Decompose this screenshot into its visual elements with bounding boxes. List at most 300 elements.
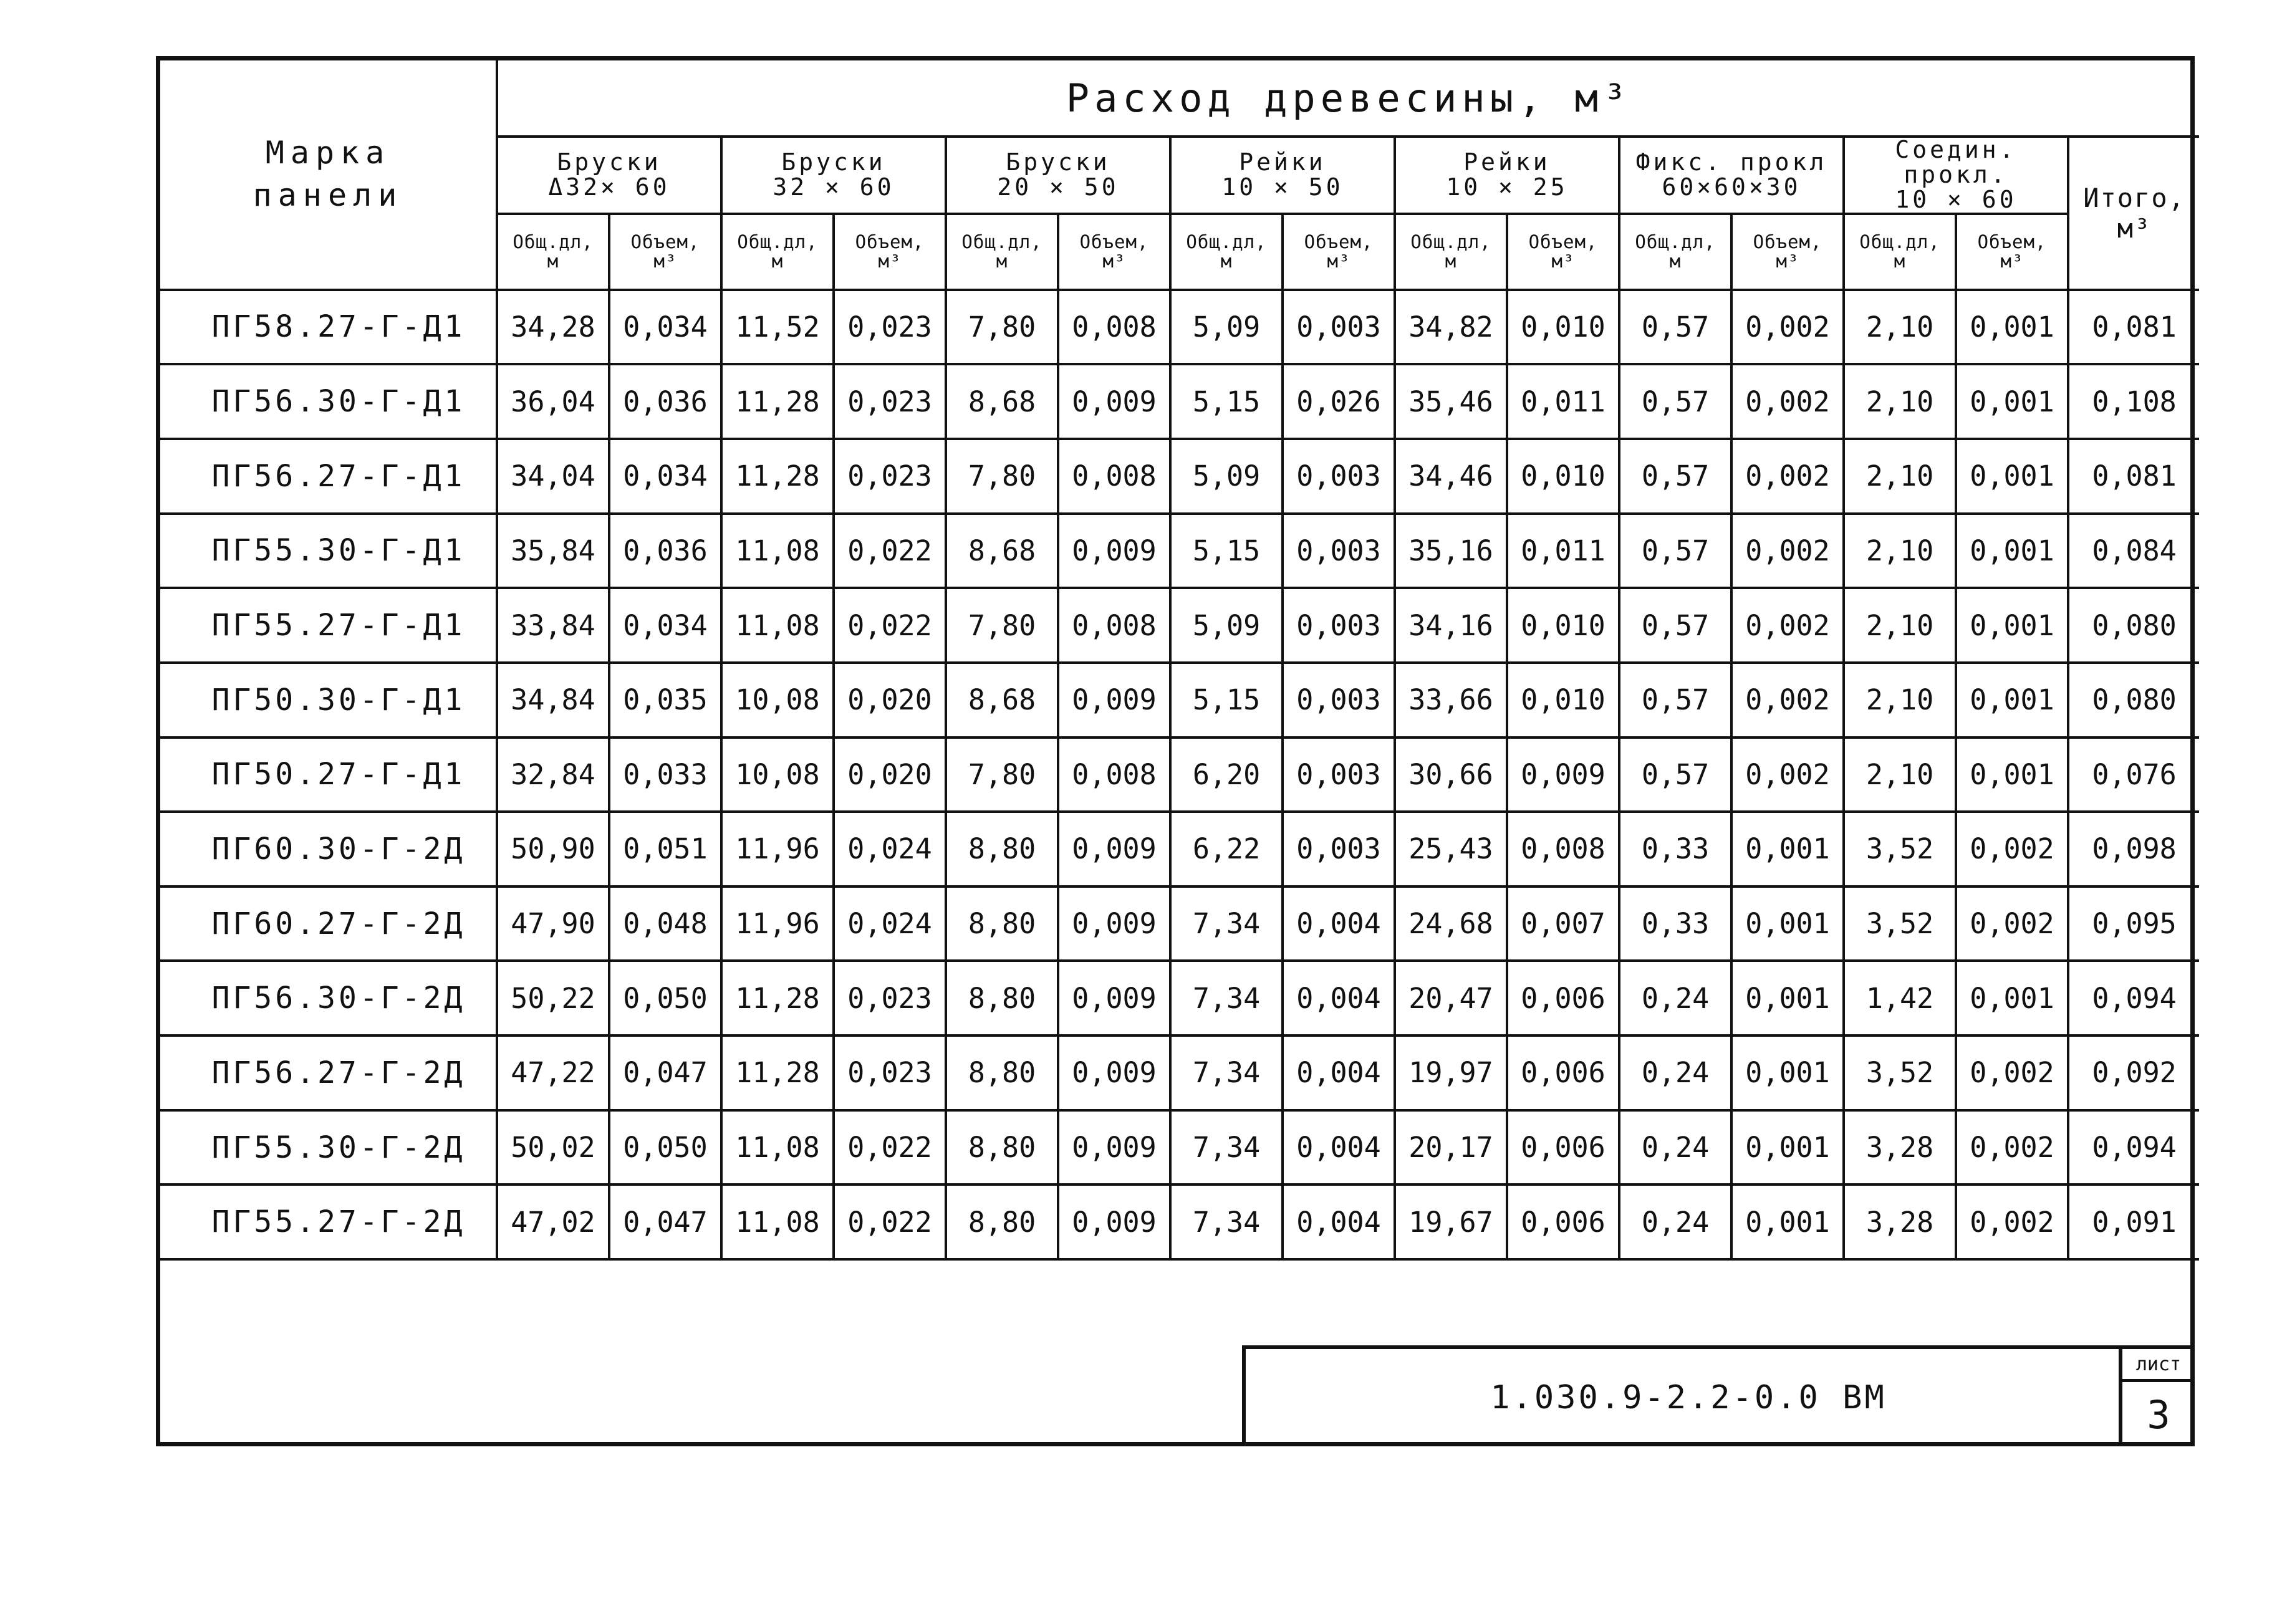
length-cell: 36,04 bbox=[497, 364, 609, 439]
length-cell: 7,80 bbox=[946, 738, 1058, 812]
volume-subheader-text: м³ bbox=[878, 250, 902, 272]
volume-subheader-text: Объем, bbox=[1079, 231, 1149, 253]
material-group-name: Рейки bbox=[1239, 148, 1326, 176]
length-subheader-text: м bbox=[1669, 250, 1682, 272]
volume-cell: 0,001 bbox=[1956, 514, 2068, 589]
volume-cell: 0,011 bbox=[1507, 514, 1619, 589]
length-cell: 8,80 bbox=[946, 1035, 1058, 1110]
length-cell: 5,15 bbox=[1170, 514, 1283, 589]
wood-consumption-table bbox=[160, 60, 2199, 1261]
volume-subheader-text: Объем, bbox=[630, 231, 700, 253]
volume-cell: 0,050 bbox=[609, 1110, 721, 1185]
table-row bbox=[160, 1184, 2199, 1259]
volume-cell: 0,009 bbox=[1058, 1184, 1170, 1259]
material-group-name: Соедин. прокл. bbox=[1895, 137, 2017, 188]
length-subheader-text: Общ.дл, bbox=[1186, 231, 1267, 253]
panel-mark-cell: ПГ60.30-Г-2Д bbox=[160, 812, 497, 886]
length-cell: 11,96 bbox=[721, 812, 834, 886]
panel-mark-cell: ПГ56.27-Г-2Д bbox=[160, 1035, 497, 1110]
panel-mark-cell: ПГ56.30-Г-2Д bbox=[160, 961, 497, 1035]
volume-cell: 0,024 bbox=[834, 886, 946, 961]
volume-cell: 0,022 bbox=[834, 1110, 946, 1185]
length-cell: 7,34 bbox=[1170, 886, 1283, 961]
volume-cell: 0,009 bbox=[1058, 1035, 1170, 1110]
length-cell: 5,09 bbox=[1170, 439, 1283, 514]
length-cell: 2,10 bbox=[1844, 663, 1956, 738]
volume-cell: 0,002 bbox=[1731, 738, 1844, 812]
volume-cell: 0,001 bbox=[1731, 886, 1844, 961]
length-cell: 5,09 bbox=[1170, 588, 1283, 663]
total-cell: 0,081 bbox=[2068, 439, 2199, 514]
length-cell: 35,84 bbox=[497, 514, 609, 589]
length-cell: 10,08 bbox=[721, 663, 834, 738]
volume-subheader bbox=[1507, 214, 1619, 290]
length-cell: 3,28 bbox=[1844, 1110, 1956, 1185]
length-cell: 0,57 bbox=[1619, 439, 1731, 514]
panel-mark-cell: ПГ60.27-Г-2Д bbox=[160, 886, 497, 961]
length-cell: 7,34 bbox=[1170, 961, 1283, 1035]
length-cell: 2,10 bbox=[1844, 514, 1956, 589]
volume-cell: 0,002 bbox=[1731, 439, 1844, 514]
length-cell: 11,52 bbox=[721, 290, 834, 365]
volume-cell: 0,003 bbox=[1283, 812, 1395, 886]
volume-subheader bbox=[834, 214, 946, 290]
length-subheader-text: м bbox=[1894, 250, 1906, 272]
material-group-header bbox=[1395, 137, 1619, 214]
volume-cell: 0,009 bbox=[1058, 812, 1170, 886]
panel-mark-cell: ПГ55.30-Г-2Д bbox=[160, 1110, 497, 1185]
volume-cell: 0,010 bbox=[1507, 663, 1619, 738]
length-cell: 20,47 bbox=[1395, 961, 1507, 1035]
length-cell: 5,15 bbox=[1170, 663, 1283, 738]
total-cell: 0,080 bbox=[2068, 588, 2199, 663]
material-group-size: 32 × 60 bbox=[773, 173, 895, 201]
volume-cell: 0,047 bbox=[609, 1184, 721, 1259]
panel-mark-header-line2: панели bbox=[253, 176, 403, 213]
length-cell: 0,24 bbox=[1619, 961, 1731, 1035]
volume-cell: 0,009 bbox=[1058, 1110, 1170, 1185]
table-row bbox=[160, 812, 2199, 886]
material-group-size: 10 × 50 bbox=[1221, 173, 1344, 201]
table-row bbox=[160, 1035, 2199, 1110]
volume-cell: 0,004 bbox=[1283, 1184, 1395, 1259]
volume-cell: 0,002 bbox=[1956, 886, 2068, 961]
length-cell: 5,09 bbox=[1170, 290, 1283, 365]
length-cell: 34,28 bbox=[497, 290, 609, 365]
volume-cell: 0,001 bbox=[1731, 1110, 1844, 1185]
volume-cell: 0,006 bbox=[1507, 1184, 1619, 1259]
table-row bbox=[160, 290, 2199, 365]
volume-subheader-text: Объем, bbox=[1528, 231, 1598, 253]
volume-subheader-text: Объем, bbox=[1753, 231, 1822, 253]
length-cell: 7,80 bbox=[946, 439, 1058, 514]
volume-cell: 0,009 bbox=[1507, 738, 1619, 812]
length-cell: 32,84 bbox=[497, 738, 609, 812]
volume-cell: 0,034 bbox=[609, 290, 721, 365]
length-cell: 30,66 bbox=[1395, 738, 1507, 812]
volume-subheader-text: м³ bbox=[1551, 250, 1575, 272]
total-cell: 0,076 bbox=[2068, 738, 2199, 812]
length-cell: 0,33 bbox=[1619, 886, 1731, 961]
length-cell: 33,66 bbox=[1395, 663, 1507, 738]
length-cell: 35,16 bbox=[1395, 514, 1507, 589]
total-cell: 0,108 bbox=[2068, 364, 2199, 439]
length-subheader-text: Общ.дл, bbox=[1410, 231, 1491, 253]
material-group-size: 10 × 25 bbox=[1446, 173, 1568, 201]
length-cell: 50,22 bbox=[497, 961, 609, 1035]
volume-cell: 0,003 bbox=[1283, 588, 1395, 663]
material-group-header bbox=[1170, 137, 1395, 214]
length-cell: 1,42 bbox=[1844, 961, 1956, 1035]
length-cell: 0,24 bbox=[1619, 1110, 1731, 1185]
volume-cell: 0,004 bbox=[1283, 1035, 1395, 1110]
volume-subheader-text: м³ bbox=[653, 250, 677, 272]
volume-cell: 0,050 bbox=[609, 961, 721, 1035]
volume-cell: 0,001 bbox=[1731, 961, 1844, 1035]
total-cell: 0,095 bbox=[2068, 886, 2199, 961]
volume-cell: 0,022 bbox=[834, 514, 946, 589]
length-subheader-text: м bbox=[1445, 250, 1457, 272]
table-row bbox=[160, 514, 2199, 589]
volume-cell: 0,004 bbox=[1283, 961, 1395, 1035]
length-subheader-text: м bbox=[547, 250, 559, 272]
material-group-name: Бруски bbox=[1006, 148, 1110, 176]
volume-cell: 0,002 bbox=[1731, 364, 1844, 439]
volume-cell: 0,001 bbox=[1956, 961, 2068, 1035]
volume-cell: 0,001 bbox=[1956, 663, 2068, 738]
volume-cell: 0,008 bbox=[1058, 439, 1170, 514]
volume-cell: 0,047 bbox=[609, 1035, 721, 1110]
sheet-box bbox=[2119, 1349, 2195, 1446]
length-cell: 0,57 bbox=[1619, 290, 1731, 365]
table-row bbox=[160, 961, 2199, 1035]
length-cell: 0,57 bbox=[1619, 514, 1731, 589]
panel-mark-cell: ПГ55.27-Г-2Д bbox=[160, 1184, 497, 1259]
panel-mark-header bbox=[160, 60, 497, 290]
volume-cell: 0,009 bbox=[1058, 514, 1170, 589]
document-code: 1.030.9-2.2-0.0 ВМ bbox=[1490, 1379, 1887, 1416]
length-subheader bbox=[1844, 214, 1956, 290]
length-cell: 7,80 bbox=[946, 588, 1058, 663]
length-cell: 11,28 bbox=[721, 1035, 834, 1110]
volume-cell: 0,001 bbox=[1956, 738, 2068, 812]
length-cell: 11,08 bbox=[721, 1184, 834, 1259]
volume-subheader bbox=[609, 214, 721, 290]
table-body bbox=[160, 290, 2199, 1259]
total-header-text: м³ bbox=[2117, 213, 2152, 244]
volume-cell: 0,048 bbox=[609, 886, 721, 961]
length-cell: 50,02 bbox=[497, 1110, 609, 1185]
volume-subheader bbox=[1956, 214, 2068, 290]
total-cell: 0,080 bbox=[2068, 663, 2199, 738]
length-cell: 50,90 bbox=[497, 812, 609, 886]
length-cell: 7,34 bbox=[1170, 1110, 1283, 1185]
volume-subheader-text: м³ bbox=[1776, 250, 1799, 272]
table-row bbox=[160, 886, 2199, 961]
drawing-frame bbox=[156, 56, 2195, 1446]
volume-cell: 0,022 bbox=[834, 588, 946, 663]
volume-cell: 0,033 bbox=[609, 738, 721, 812]
length-cell: 7,34 bbox=[1170, 1035, 1283, 1110]
length-subheader bbox=[497, 214, 609, 290]
volume-cell: 0,006 bbox=[1507, 1035, 1619, 1110]
material-group-size: Δ32× 60 bbox=[548, 173, 670, 201]
volume-cell: 0,023 bbox=[834, 1035, 946, 1110]
length-subheader bbox=[1619, 214, 1731, 290]
length-cell: 2,10 bbox=[1844, 290, 1956, 365]
volume-cell: 0,008 bbox=[1058, 290, 1170, 365]
length-cell: 34,04 bbox=[497, 439, 609, 514]
length-subheader bbox=[1170, 214, 1283, 290]
volume-cell: 0,003 bbox=[1283, 663, 1395, 738]
title-block-stamp bbox=[1242, 1345, 2195, 1446]
total-cell: 0,094 bbox=[2068, 961, 2199, 1035]
volume-cell: 0,010 bbox=[1507, 439, 1619, 514]
volume-cell: 0,002 bbox=[1731, 290, 1844, 365]
volume-cell: 0,008 bbox=[1058, 588, 1170, 663]
volume-cell: 0,023 bbox=[834, 290, 946, 365]
volume-cell: 0,003 bbox=[1283, 439, 1395, 514]
length-subheader-text: Общ.дл, bbox=[961, 231, 1042, 253]
length-cell: 11,28 bbox=[721, 439, 834, 514]
volume-cell: 0,023 bbox=[834, 961, 946, 1035]
volume-cell: 0,034 bbox=[609, 439, 721, 514]
length-cell: 47,02 bbox=[497, 1184, 609, 1259]
length-cell: 3,52 bbox=[1844, 1035, 1956, 1110]
volume-cell: 0,008 bbox=[1507, 812, 1619, 886]
material-group-size: 20 × 50 bbox=[997, 173, 1119, 201]
length-cell: 11,08 bbox=[721, 1110, 834, 1185]
length-cell: 3,28 bbox=[1844, 1184, 1956, 1259]
length-cell: 24,68 bbox=[1395, 886, 1507, 961]
length-cell: 34,82 bbox=[1395, 290, 1507, 365]
length-cell: 8,80 bbox=[946, 1110, 1058, 1185]
length-cell: 11,08 bbox=[721, 588, 834, 663]
length-cell: 6,22 bbox=[1170, 812, 1283, 886]
length-cell: 0,24 bbox=[1619, 1184, 1731, 1259]
material-group-name: Рейки bbox=[1463, 148, 1551, 176]
length-cell: 2,10 bbox=[1844, 364, 1956, 439]
length-cell: 11,28 bbox=[721, 961, 834, 1035]
length-cell: 0,24 bbox=[1619, 1035, 1731, 1110]
volume-cell: 0,020 bbox=[834, 663, 946, 738]
volume-subheader bbox=[1731, 214, 1844, 290]
volume-cell: 0,002 bbox=[1956, 812, 2068, 886]
length-cell: 34,16 bbox=[1395, 588, 1507, 663]
volume-subheader-text: Объем, bbox=[1977, 231, 2047, 253]
volume-cell: 0,001 bbox=[1956, 439, 2068, 514]
length-subheader-text: м bbox=[1220, 250, 1233, 272]
length-cell: 6,20 bbox=[1170, 738, 1283, 812]
panel-mark-cell: ПГ55.30-Г-Д1 bbox=[160, 514, 497, 589]
volume-cell: 0,026 bbox=[1283, 364, 1395, 439]
material-group-header bbox=[497, 137, 721, 214]
volume-cell: 0,001 bbox=[1731, 1184, 1844, 1259]
length-subheader-text: Общ.дл, bbox=[513, 231, 594, 253]
volume-subheader bbox=[1283, 214, 1395, 290]
volume-cell: 0,011 bbox=[1507, 364, 1619, 439]
total-cell: 0,084 bbox=[2068, 514, 2199, 589]
length-cell: 19,97 bbox=[1395, 1035, 1507, 1110]
volume-cell: 0,009 bbox=[1058, 663, 1170, 738]
table-row bbox=[160, 663, 2199, 738]
volume-cell: 0,022 bbox=[834, 1184, 946, 1259]
volume-cell: 0,020 bbox=[834, 738, 946, 812]
length-cell: 8,80 bbox=[946, 812, 1058, 886]
table-row bbox=[160, 439, 2199, 514]
length-cell: 8,68 bbox=[946, 663, 1058, 738]
volume-cell: 0,036 bbox=[609, 364, 721, 439]
length-cell: 11,28 bbox=[721, 364, 834, 439]
panel-mark-cell: ПГ56.30-Г-Д1 bbox=[160, 364, 497, 439]
volume-cell: 0,004 bbox=[1283, 1110, 1395, 1185]
material-group-header bbox=[946, 137, 1170, 214]
table-title: Расход древесины, м³ bbox=[497, 60, 2199, 137]
volume-cell: 0,001 bbox=[1956, 588, 2068, 663]
panel-mark-cell: ПГ50.27-Г-Д1 bbox=[160, 738, 497, 812]
volume-cell: 0,009 bbox=[1058, 364, 1170, 439]
material-group-size: 10 × 60 bbox=[1895, 185, 2017, 213]
volume-cell: 0,008 bbox=[1058, 738, 1170, 812]
length-cell: 0,57 bbox=[1619, 364, 1731, 439]
panel-mark-cell: ПГ50.30-Г-Д1 bbox=[160, 663, 497, 738]
volume-cell: 0,007 bbox=[1507, 886, 1619, 961]
total-cell: 0,081 bbox=[2068, 290, 2199, 365]
volume-cell: 0,002 bbox=[1731, 588, 1844, 663]
volume-cell: 0,002 bbox=[1731, 663, 1844, 738]
volume-cell: 0,001 bbox=[1731, 1035, 1844, 1110]
length-cell: 20,17 bbox=[1395, 1110, 1507, 1185]
length-cell: 0,57 bbox=[1619, 663, 1731, 738]
length-cell: 33,84 bbox=[497, 588, 609, 663]
total-cell: 0,094 bbox=[2068, 1110, 2199, 1185]
table-row bbox=[160, 738, 2199, 812]
panel-mark-cell: ПГ55.27-Г-Д1 bbox=[160, 588, 497, 663]
volume-cell: 0,003 bbox=[1283, 738, 1395, 812]
volume-cell: 0,036 bbox=[609, 514, 721, 589]
total-cell: 0,098 bbox=[2068, 812, 2199, 886]
volume-subheader-text: м³ bbox=[1102, 250, 1126, 272]
volume-cell: 0,023 bbox=[834, 364, 946, 439]
length-cell: 3,52 bbox=[1844, 812, 1956, 886]
length-subheader-text: Общ.дл, bbox=[1635, 231, 1716, 253]
length-cell: 0,33 bbox=[1619, 812, 1731, 886]
volume-cell: 0,002 bbox=[1956, 1110, 2068, 1185]
length-cell: 11,08 bbox=[721, 514, 834, 589]
length-cell: 7,34 bbox=[1170, 1184, 1283, 1259]
material-group-name: Бруски bbox=[557, 148, 662, 176]
length-cell: 8,80 bbox=[946, 886, 1058, 961]
volume-cell: 0,006 bbox=[1507, 1110, 1619, 1185]
material-group-header bbox=[1844, 137, 2068, 214]
length-subheader-text: Общ.дл, bbox=[1859, 231, 1940, 253]
volume-cell: 0,002 bbox=[1956, 1035, 2068, 1110]
length-cell: 2,10 bbox=[1844, 588, 1956, 663]
length-cell: 25,43 bbox=[1395, 812, 1507, 886]
sheet-number: 3 bbox=[2147, 1392, 2170, 1438]
length-subheader-text: Общ.дл, bbox=[737, 231, 818, 253]
volume-subheader-text: м³ bbox=[2000, 250, 2024, 272]
volume-cell: 0,010 bbox=[1507, 588, 1619, 663]
length-cell: 11,96 bbox=[721, 886, 834, 961]
volume-subheader-text: Объем, bbox=[1304, 231, 1374, 253]
length-subheader bbox=[721, 214, 834, 290]
length-cell: 8,80 bbox=[946, 1184, 1058, 1259]
sheet-label: лист bbox=[2122, 1349, 2195, 1382]
volume-cell: 0,006 bbox=[1507, 961, 1619, 1035]
volume-cell: 0,010 bbox=[1507, 290, 1619, 365]
length-cell: 47,22 bbox=[497, 1035, 609, 1110]
table-header bbox=[160, 60, 2199, 290]
material-group-size: 60×60×30 bbox=[1662, 173, 1801, 201]
length-cell: 8,68 bbox=[946, 514, 1058, 589]
volume-cell: 0,002 bbox=[1731, 514, 1844, 589]
total-cell: 0,092 bbox=[2068, 1035, 2199, 1110]
length-subheader-text: м bbox=[771, 250, 784, 272]
volume-cell: 0,035 bbox=[609, 663, 721, 738]
length-cell: 34,84 bbox=[497, 663, 609, 738]
total-header bbox=[2068, 137, 2199, 290]
total-cell: 0,091 bbox=[2068, 1184, 2199, 1259]
volume-cell: 0,034 bbox=[609, 588, 721, 663]
length-cell: 3,52 bbox=[1844, 886, 1956, 961]
volume-cell: 0,023 bbox=[834, 439, 946, 514]
material-group-header bbox=[721, 137, 946, 214]
volume-cell: 0,024 bbox=[834, 812, 946, 886]
volume-cell: 0,051 bbox=[609, 812, 721, 886]
length-cell: 10,08 bbox=[721, 738, 834, 812]
table-row bbox=[160, 588, 2199, 663]
volume-cell: 0,002 bbox=[1956, 1184, 2068, 1259]
material-group-name: Фикс. прокл bbox=[1635, 148, 1827, 176]
volume-cell: 0,004 bbox=[1283, 886, 1395, 961]
length-cell: 0,57 bbox=[1619, 588, 1731, 663]
volume-subheader-text: м³ bbox=[1327, 250, 1350, 272]
table-row bbox=[160, 1110, 2199, 1185]
material-group-name: Бруски bbox=[781, 148, 886, 176]
volume-cell: 0,001 bbox=[1956, 290, 2068, 365]
table-row bbox=[160, 364, 2199, 439]
volume-cell: 0,009 bbox=[1058, 886, 1170, 961]
length-subheader bbox=[1395, 214, 1507, 290]
total-header-text: Итого, bbox=[2083, 182, 2185, 213]
length-cell: 5,15 bbox=[1170, 364, 1283, 439]
volume-subheader bbox=[1058, 214, 1170, 290]
panel-mark-cell: ПГ58.27-Г-Д1 bbox=[160, 290, 497, 365]
length-cell: 47,90 bbox=[497, 886, 609, 961]
length-subheader-text: м bbox=[996, 250, 1008, 272]
panel-mark-cell: ПГ56.27-Г-Д1 bbox=[160, 439, 497, 514]
length-cell: 8,80 bbox=[946, 961, 1058, 1035]
volume-subheader-text: Объем, bbox=[855, 231, 925, 253]
length-cell: 34,46 bbox=[1395, 439, 1507, 514]
length-cell: 19,67 bbox=[1395, 1184, 1507, 1259]
panel-mark-header-line1: Марка bbox=[265, 135, 391, 171]
length-cell: 8,68 bbox=[946, 364, 1058, 439]
volume-cell: 0,001 bbox=[1956, 364, 2068, 439]
material-group-header bbox=[1619, 137, 1844, 214]
length-cell: 2,10 bbox=[1844, 738, 1956, 812]
volume-cell: 0,003 bbox=[1283, 290, 1395, 365]
volume-cell: 0,009 bbox=[1058, 961, 1170, 1035]
length-cell: 7,80 bbox=[946, 290, 1058, 365]
length-cell: 2,10 bbox=[1844, 439, 1956, 514]
volume-cell: 0,001 bbox=[1731, 812, 1844, 886]
length-subheader bbox=[946, 214, 1058, 290]
length-cell: 35,46 bbox=[1395, 364, 1507, 439]
length-cell: 0,57 bbox=[1619, 738, 1731, 812]
volume-cell: 0,003 bbox=[1283, 514, 1395, 589]
